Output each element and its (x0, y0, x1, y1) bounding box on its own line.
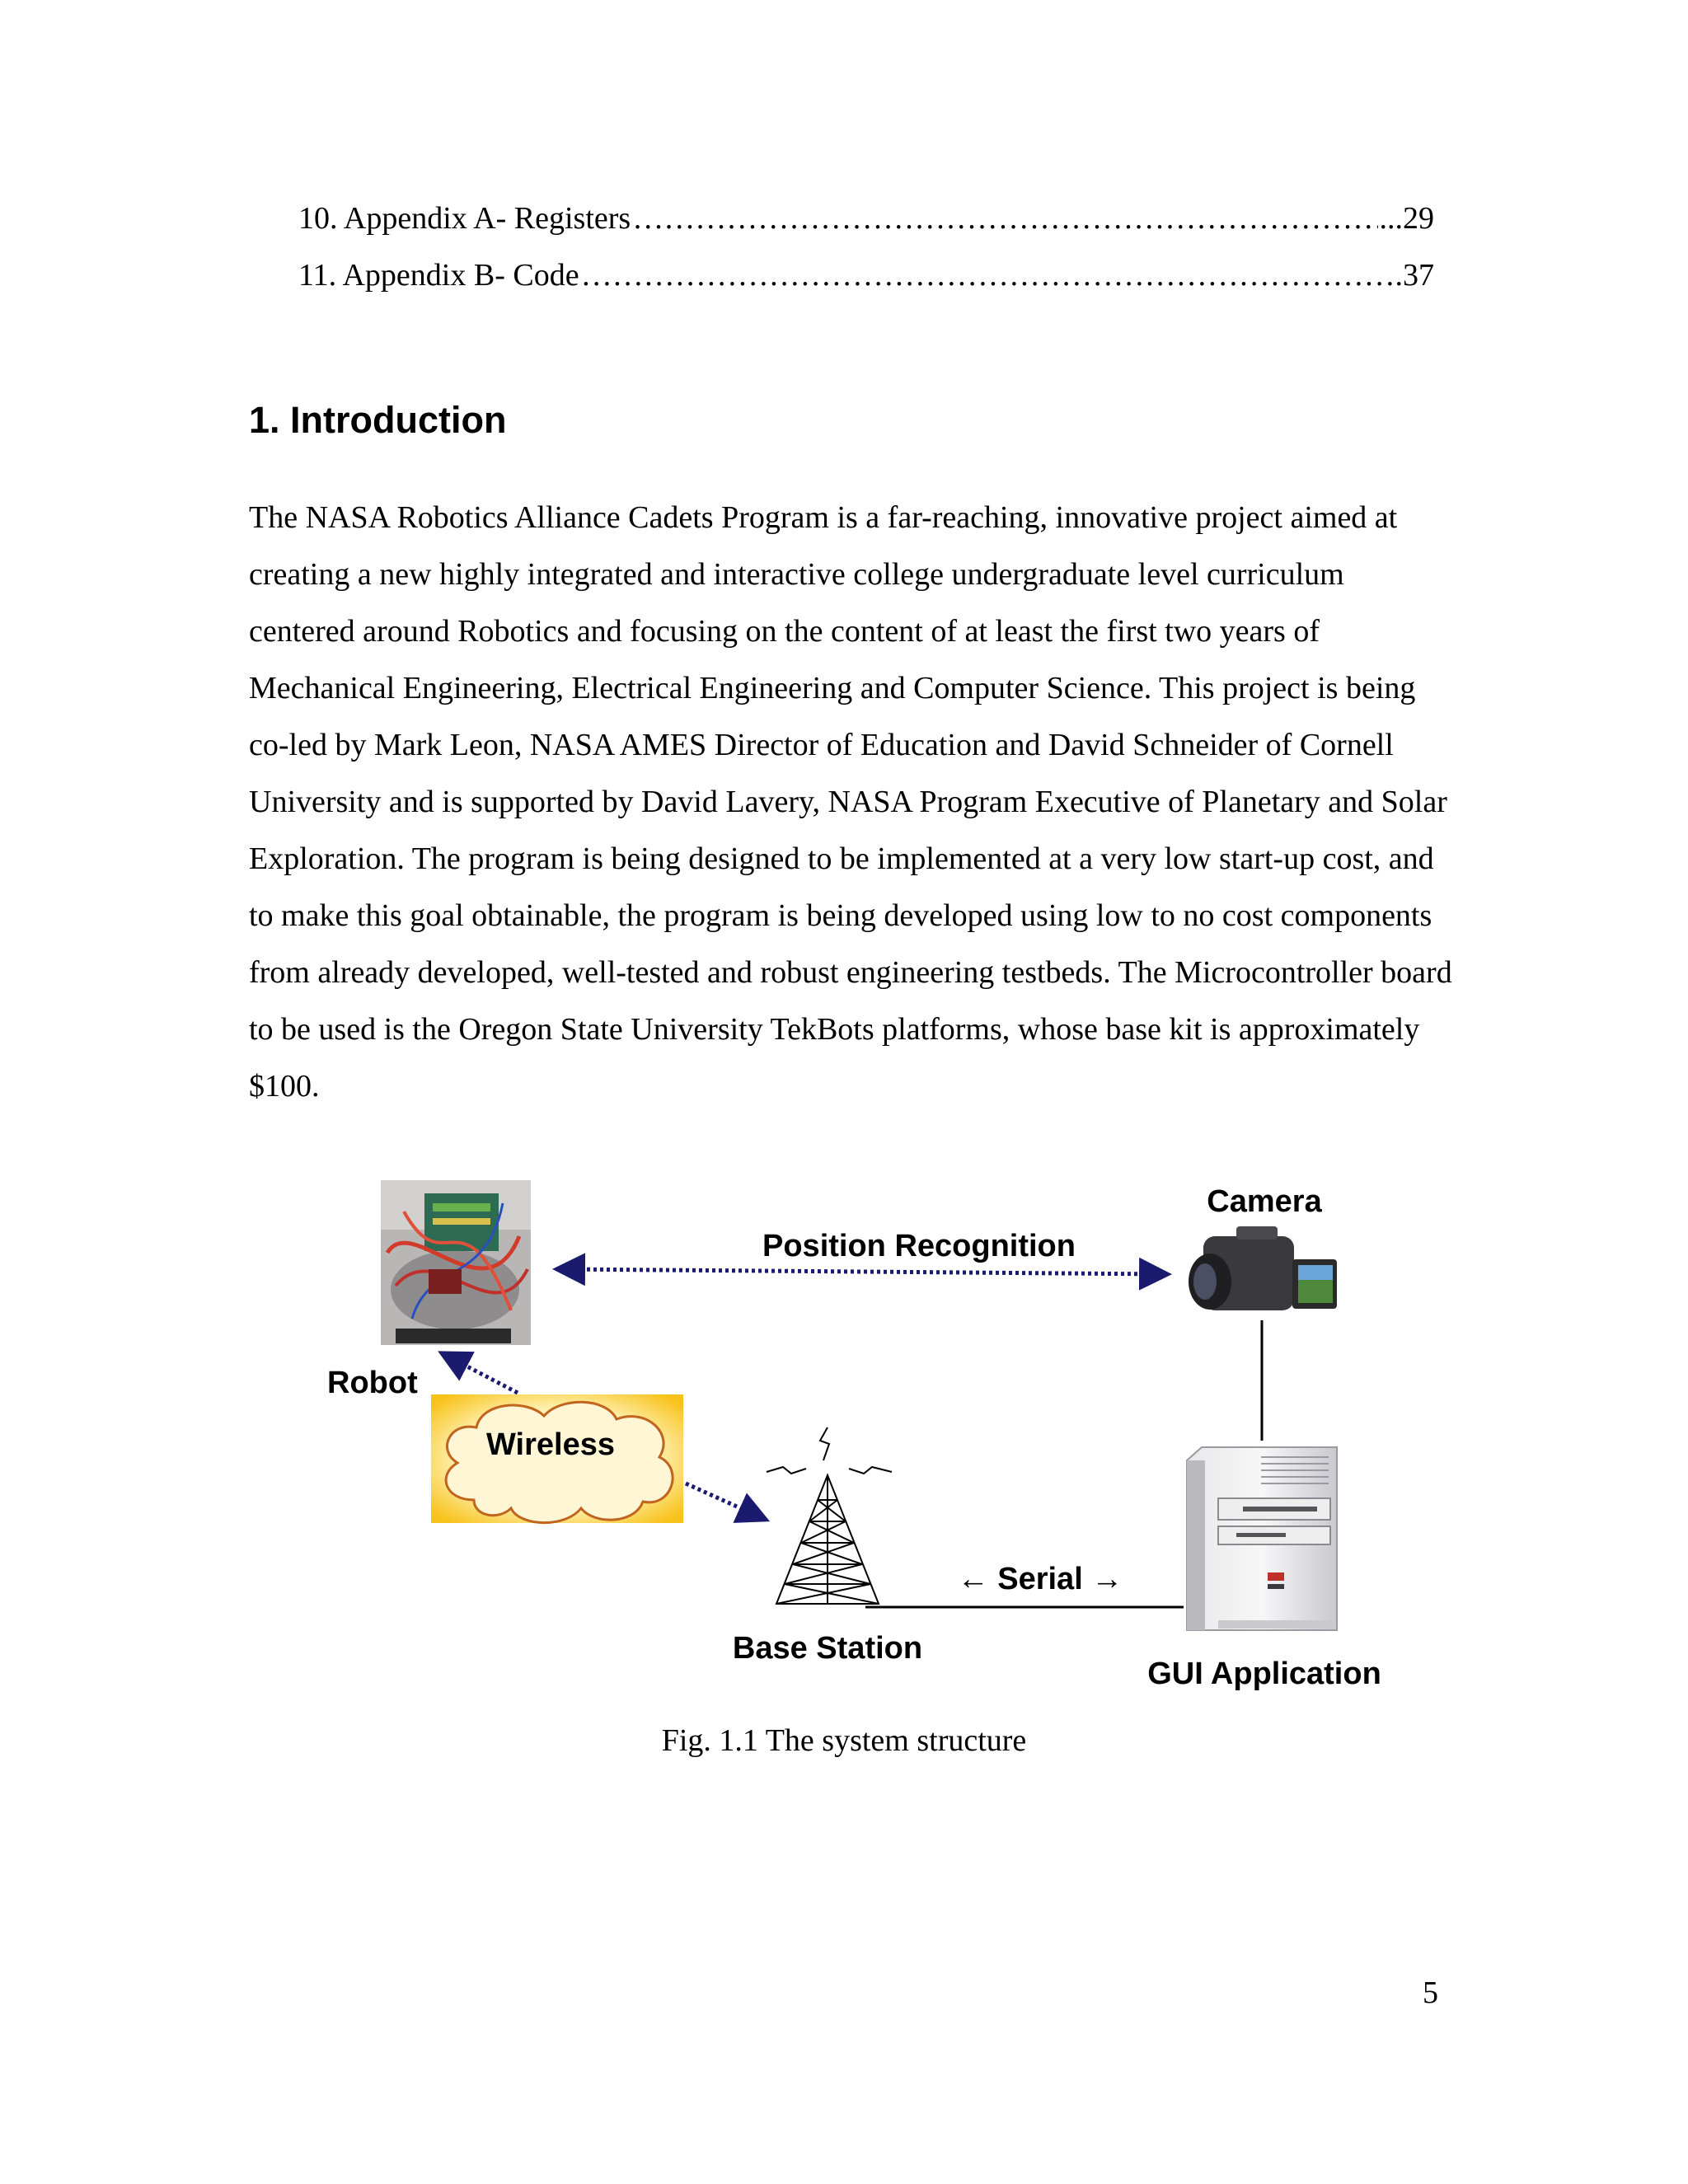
camera-label: Camera (1207, 1184, 1322, 1219)
robot-image (381, 1180, 531, 1345)
base-station-tower-icon (767, 1427, 892, 1604)
toc-page: ...29 (1379, 201, 1434, 236)
page-number: 5 (1423, 1975, 1438, 2010)
pc-tower-icon (1187, 1447, 1337, 1630)
toc-label: 11. Appendix B- Code (298, 258, 579, 293)
camera-icon (1189, 1226, 1337, 1310)
serial-label: ← Serial → (957, 1562, 1123, 1596)
base-station-label: Base Station (732, 1631, 923, 1666)
figure-caption: Fig. 1.1 The system structure (661, 1723, 1027, 1758)
position-recognition-arrow (560, 1269, 1164, 1274)
position-recognition-label: Position Recognition (762, 1229, 1076, 1263)
section-heading: 1. Introduction (249, 399, 507, 441)
gui-application-label: GUI Application (1147, 1657, 1381, 1691)
wireless-robot-arrow (445, 1355, 518, 1393)
robot-label: Robot (327, 1366, 418, 1400)
wireless-label: Wireless (486, 1427, 615, 1462)
intro-paragraph: The NASA Robotics Alliance Cadets Program is a far-reaching, innovative project aimed at creating a new highly integrated and interactive college undergraduate level curriculum centered around Robotics and focusing on the content of at least the first two years of Mechanical Engineering, Electrical Engineering and Computer Science. This project is being co-led by Mark Leon, NASA AMES Director of Education and David Schneider of Cornell University and is supported by David Lavery, NASA Program Executive of Planetary and Solar Exploration. The program is being designed to be implemented at a very low start-up cost, and to make this goal obtainable, the program is being developed using low to no cost components from already developed, well-tested and robust engineering testbeds. The Microcontroller board to be used is the Oregon State University TekBots platforms, whose base kit is approximately $100. (249, 500, 1452, 1104)
toc-page: .37 (1395, 258, 1434, 293)
toc-label: 10. Appendix A- Registers (298, 201, 631, 236)
wireless-base-arrow (686, 1483, 762, 1518)
